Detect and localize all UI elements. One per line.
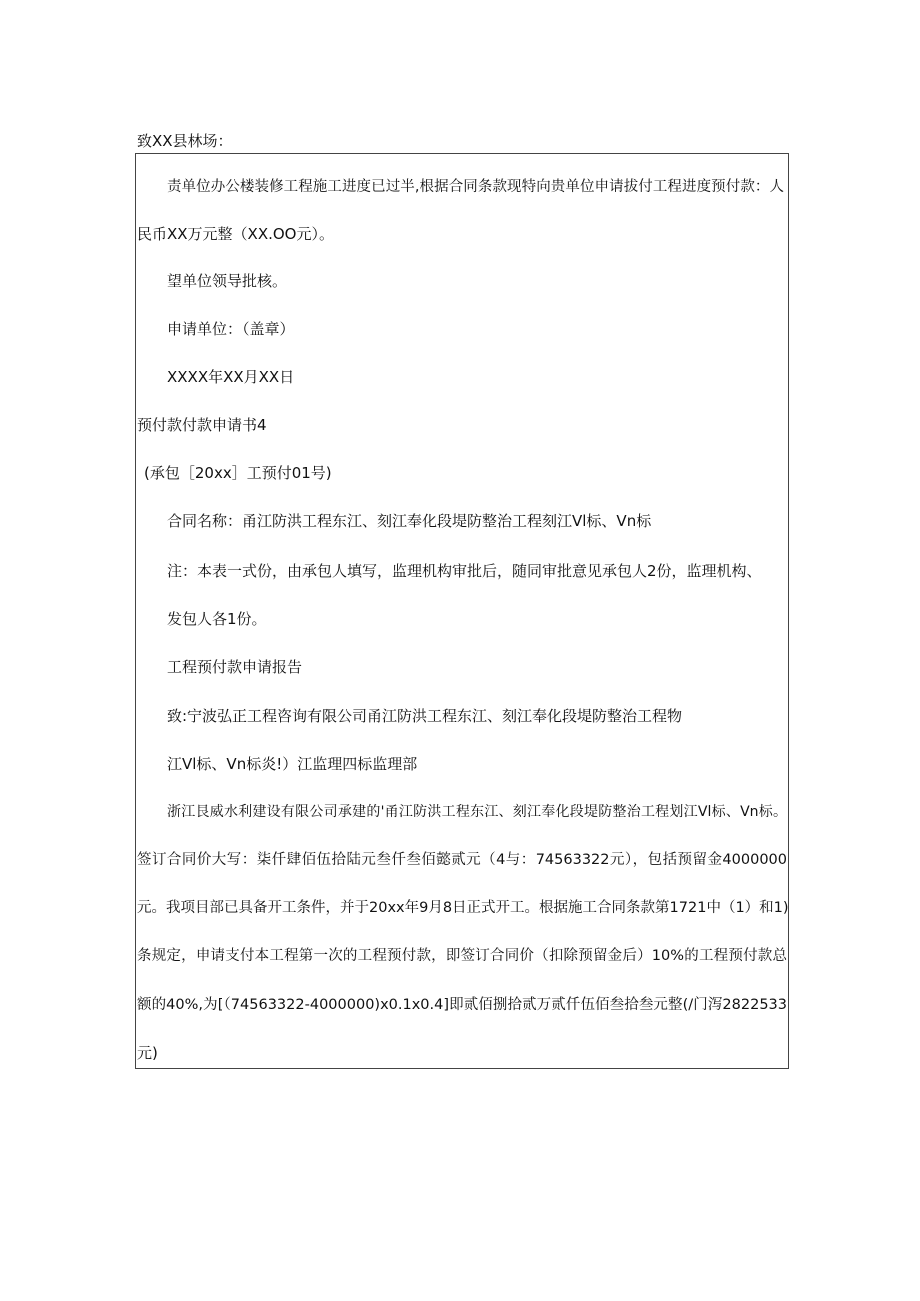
contract-name: 合同名称：甬江防洪工程东江、刻江奉化段堤防整治工程刻江Vl标、Vn标: [167, 512, 652, 530]
body-line-4: 条规定，申请支付本工程第一次的工程预付款，即签订合同价（扣除预留金后）10%的工程预付款总: [137, 948, 787, 964]
note-line-2: 发包人各1份。: [167, 610, 267, 628]
to-line-1: 致:宁波弘正工程咨询有限公司甬江防洪工程东江、刻江奉化段堤防整治工程物: [167, 707, 683, 725]
body-line-6: 元): [137, 1044, 158, 1062]
body-line-1: 浙江艮威水利建设有限公司承建的'甬江防洪工程东江、刻江奉化段堤防整治工程划江Vl标、Vn标。: [167, 804, 787, 820]
salutation: 致XX县林场：: [137, 132, 233, 150]
section-number: (承包［20xx］工预付01号): [144, 464, 332, 482]
body-line-5: 额的40%,为[（74563322-4000000)x0.1x0.4]即贰佰捌拾贰万贰仟伍佰叁拾叁元整(/门泻2822533: [137, 997, 787, 1013]
letter-paragraph-3: 申请单位：（盖章）: [167, 320, 295, 338]
letter-paragraph-1-line-2: 民币XX万元整（XX.OO元）。: [137, 225, 334, 243]
to-line-2: 江Vl标、Vn标炎!）江监理四标监理部: [167, 755, 418, 773]
letter-paragraph-2: 望单位领导批核。: [167, 272, 288, 290]
body-line-3: 元。我项目部已具备开工条件，并于20xx年9月8日正式开工。根据施工合同条款第1721中（1）和1): [137, 900, 789, 916]
section-title: 预付款付款申请书4: [137, 416, 267, 434]
note-line-1: 注：本表一式份，由承包人填写，监理机构审批后，随同审批意见承包人2份，监理机构、: [167, 562, 762, 580]
body-line-2: 签订合同价大写：柒仟肆佰伍拾陆元叁仟叁佰懿贰元（4与：74563322元），包括预留金4000000: [137, 852, 787, 868]
report-title: 工程预付款申请报告: [167, 658, 303, 676]
letter-paragraph-1-line-1: 责单位办公楼装修工程施工进度已过半,根据合同条款现特向贵单位申请拔付工程进度预付款：人: [167, 179, 784, 195]
letter-date: XXXX年XX月XX日: [167, 368, 295, 386]
